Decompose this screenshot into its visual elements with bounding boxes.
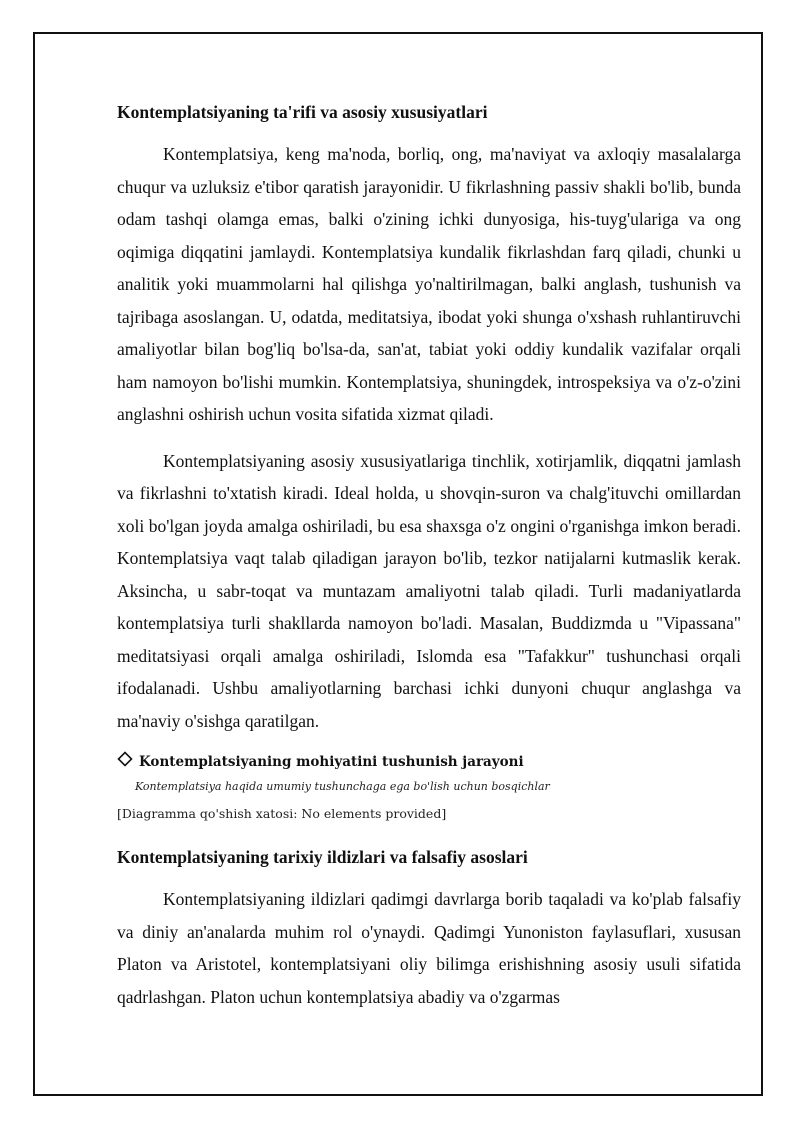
diagram-error-message: [Diagramma qo'shish xatosi: No elements provided] bbox=[117, 806, 447, 821]
diagram-title-row bbox=[117, 751, 741, 773]
paragraph: Kontemplatsiyaning asosiy xususiyatlariga tinchlik, xotirjamlik, diqqatni jamlash va fikrlashni to'xtatish kiradi. Ideal holda, u shovqin-suron va chalg'ituvchi omillardan xoli bo'lgan joyda amalga oshiriladi, bu esa shaxsga o'z ongini o'rganishga imkon beradi. Kontemplatsiya vaqt talab qiladigan jarayon bo'lib, tezkor natijalarni kutmaslik kerak. Aksincha, u sabr-toqat va muntazam amaliyotni talab qiladi. Turli madaniyatlarda kontemplatsiya turli shakllarda namoyon bo'ladi. Masalan, Buddizmda u "Vipassana" meditatsiyasi orqali amalga oshiriladi, Islomda esa "Tafakkur" tushunchasi orqali ifodalanadi. Ushbu amaliyotlarning barchasi ichki dunyoni chuqur anglashga va ma'naviy o'sishga qaratilgan. bbox=[117, 450, 741, 731]
document-body bbox=[117, 100, 741, 1013]
section-heading-definition: Kontemplatsiyaning ta'rifi va asosiy xususiyatlari bbox=[117, 102, 488, 122]
paragraph: Kontemplatsiyaning ildizlari qadimgi davrlarga borib taqaladi va ko'plab falsafiy va diniy an'analarda muhim rol o'ynaydi. Qadimgi Yunoniston faylasuflari, xususan Platon va Aristotel, kontemplatsiyani oliy bilimga erishishning asosiy usuli sifatida qadrlashgan. Platon uchun kontemplatsiya abadiy va o'zgarmas bbox=[117, 889, 741, 1007]
diagram-title: Kontemplatsiyaning mohiyatini tushunish jarayoni bbox=[139, 754, 524, 770]
section-heading-history: Kontemplatsiyaning tarixiy ildizlari va falsafiy asoslari bbox=[117, 847, 528, 867]
diagram-subtitle: Kontemplatsiya haqida umumiy tushunchaga ega bo'lish uchun bosqichlar bbox=[135, 780, 550, 793]
paragraph: Kontemplatsiya, keng ma'noda, borliq, ong, ma'naviyat va axloqiy masalalarga chuqur va uzluksiz e'tibor qaratish jarayonidir. U fikrlashning passiv shakli bo'lib, bunda odam tashqi olamga emas, balki o'zining ichki dunyosiga, his-tuyg'ulariga va ong oqimiga diqqatini jamlaydi. Kontemplatsiya kundalik fikrlashdan farq qiladi, chunki u analitik yoki muammolarni hal qilishga yo'naltirilmagan, balki anglash, tushunish va tajribaga asoslangan. U, odatda, meditatsiya, ibodat yoki shunga o'xshash ruhlantiruvchi amaliyotlar bilan bog'liq bo'lsa-da, san'at, tabiat yoki oddiy kundalik vazifalar orqali ham namoyon bo'lishi mumkin. Kontemplatsiya, shuningdek, introspeksiya va o'z-o'zini anglashni oshirish uchun vosita sifatida xizmat qiladi. bbox=[117, 144, 741, 424]
diagram-block bbox=[117, 751, 741, 823]
diamond-outline-icon bbox=[117, 751, 133, 773]
